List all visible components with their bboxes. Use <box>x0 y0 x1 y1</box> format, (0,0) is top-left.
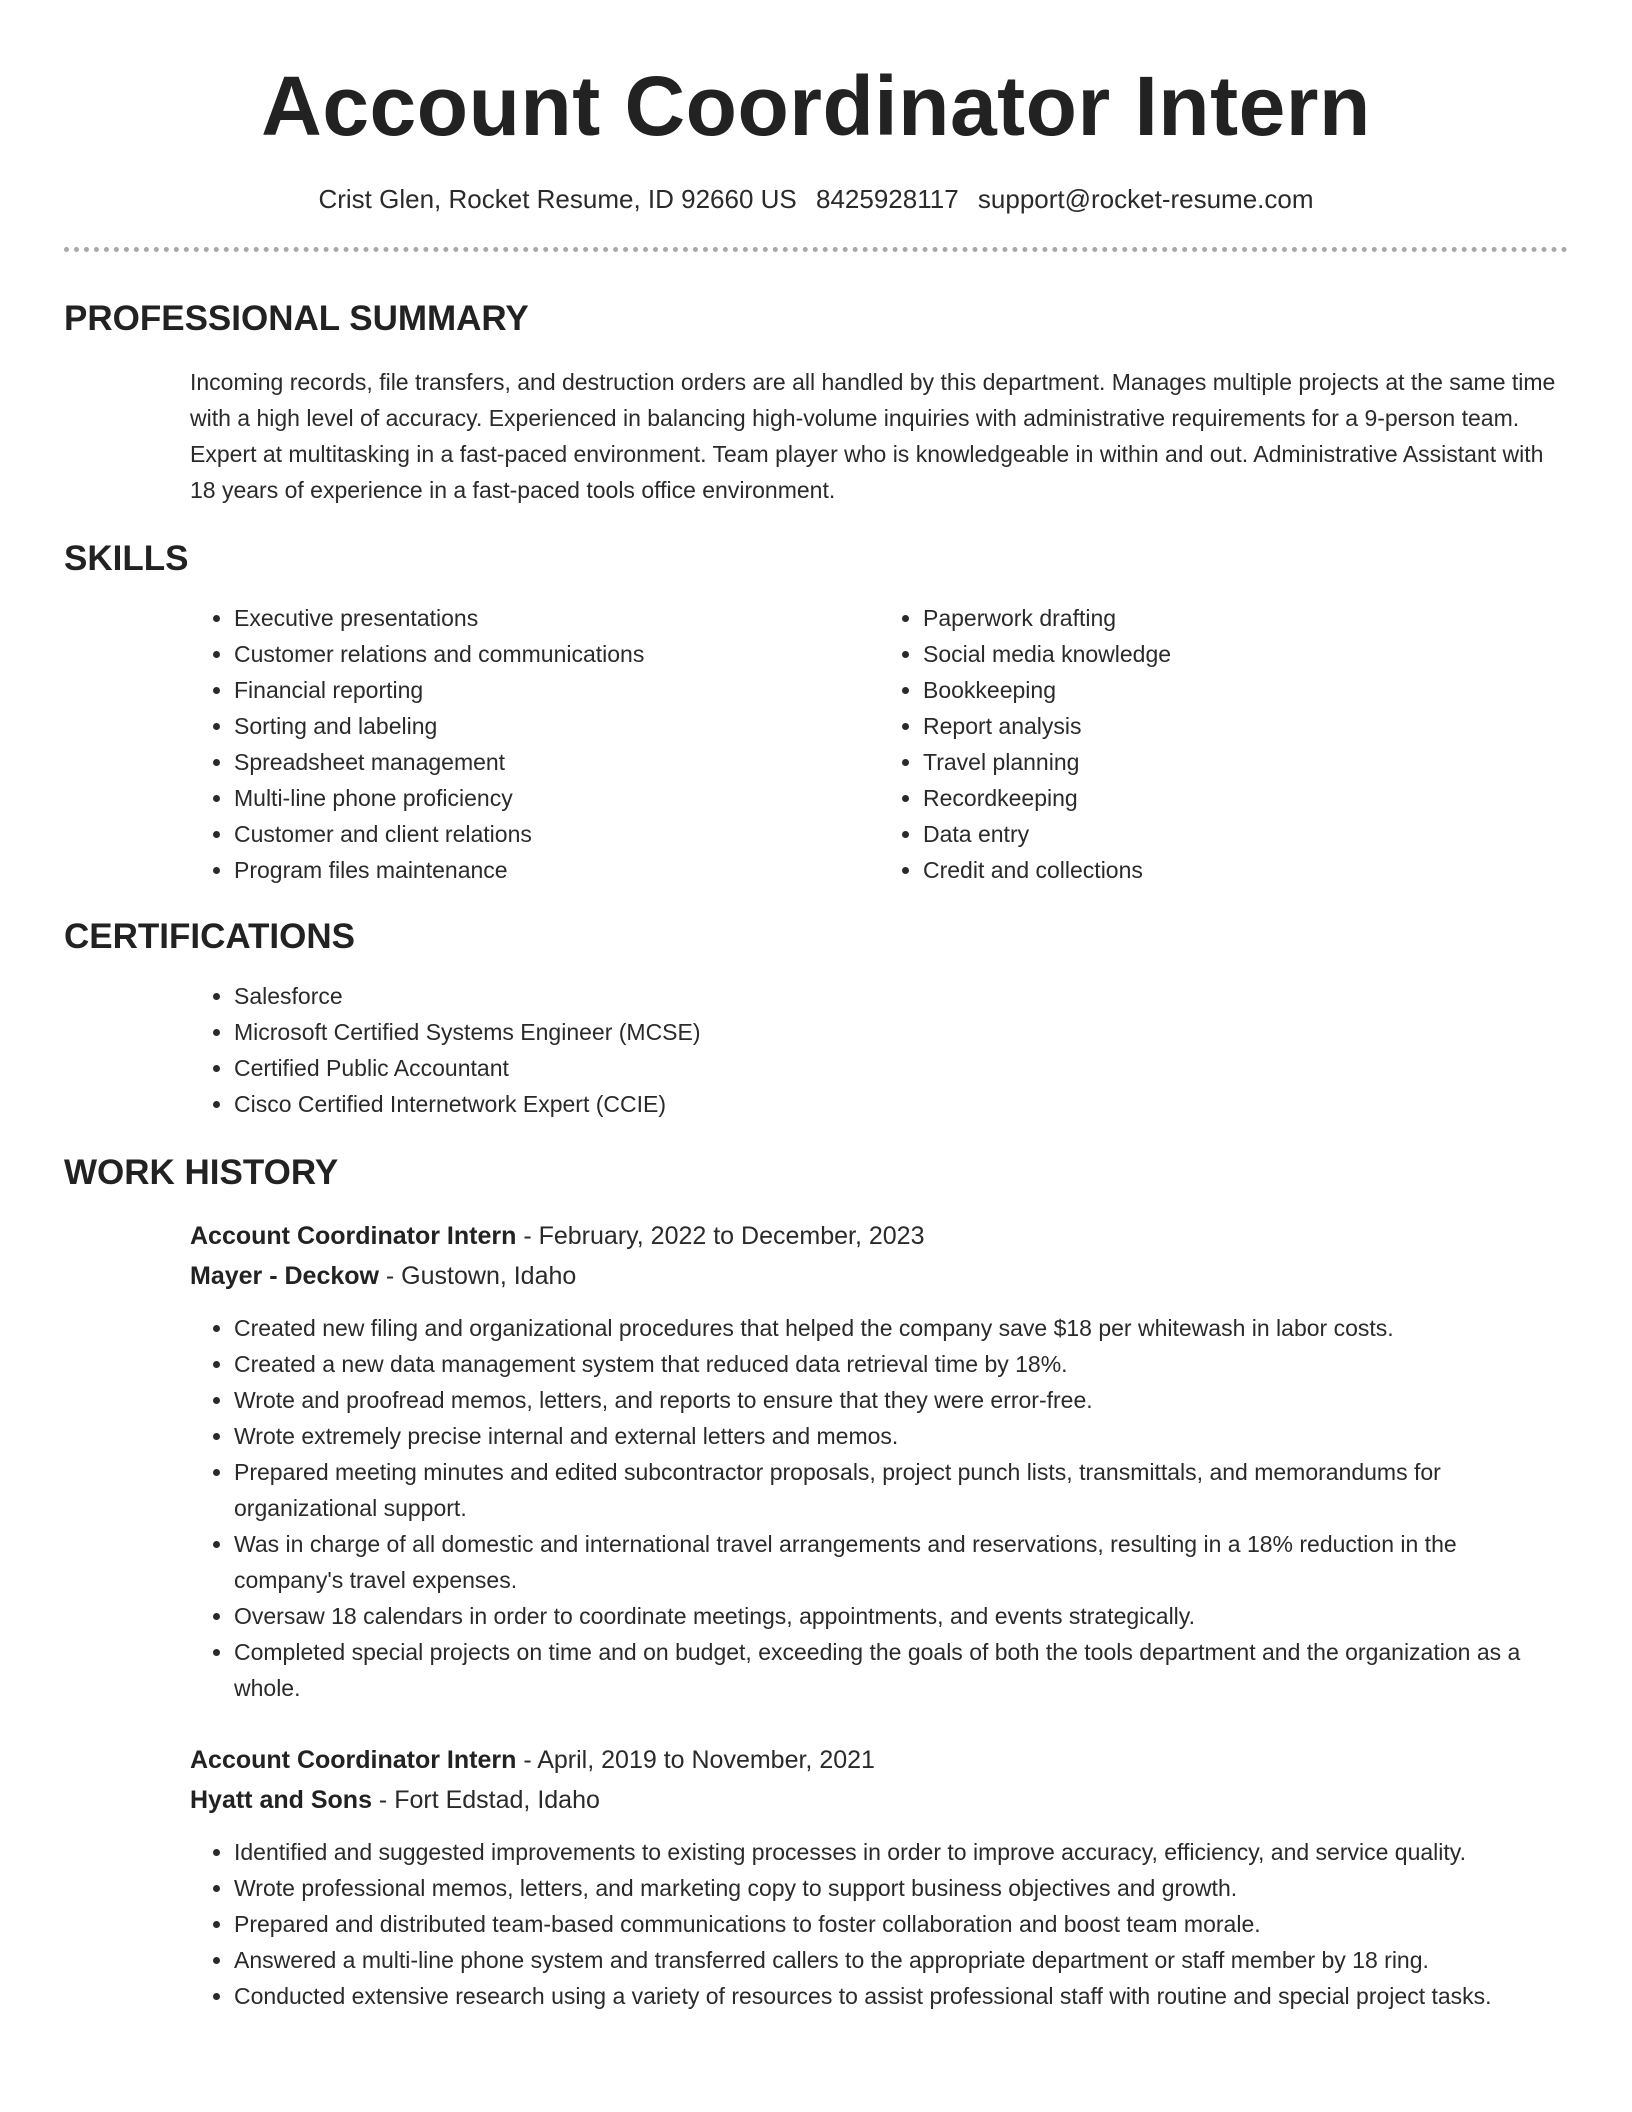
skill-item: • Customer relations and communications <box>234 636 879 672</box>
skill-item: • Spreadsheet management <box>234 744 879 780</box>
skills-columns <box>190 600 1568 888</box>
skill-item: • Program files maintenance <box>234 852 879 888</box>
certification-item: • Salesforce <box>234 978 1568 1014</box>
job-role: Account Coordinator Intern <box>190 1222 517 1250</box>
work-history-heading: WORK HISTORY <box>64 1153 339 1192</box>
job-bullet: • Wrote professional memos, letters, and marketing copy to support business objectives and growth. <box>234 1870 1568 1906</box>
job-bullet: • Answered a multi-line phone system and transferred callers to the appropriate department or staff member by 18 ring. <box>234 1942 1568 1978</box>
job-company-line <box>190 1780 1568 1820</box>
skill-item: • Credit and collections <box>923 852 1568 888</box>
skill-item: • Paperwork drafting <box>923 600 1568 636</box>
job-title-line <box>190 1216 1568 1256</box>
skills-section <box>64 538 1568 888</box>
job-bullet: • Prepared and distributed team-based communications to foster collaboration and boost team morale. <box>234 1906 1568 1942</box>
skill-item: • Social media knowledge <box>923 636 1568 672</box>
job-bullet-list <box>190 1310 1568 1706</box>
certifications-section <box>64 916 1568 1122</box>
job-bullet: • Wrote and proofread memos, letters, and reports to ensure that they were error-free. <box>234 1382 1568 1418</box>
skills-heading: SKILLS <box>64 539 189 578</box>
job-bullet: • Identified and suggested improvements to existing processes in order to improve accuracy, efficiency, and service quality. <box>234 1834 1568 1870</box>
skill-item: • Travel planning <box>923 744 1568 780</box>
job-dates: - April, 2019 to November, 2021 <box>516 1746 875 1774</box>
certification-item: • Certified Public Accountant <box>234 1050 1568 1086</box>
job-bullet: • Created new filing and organizational procedures that helped the company save $18 per whitewash in labor costs. <box>234 1310 1568 1346</box>
summary-heading: PROFESSIONAL SUMMARY <box>64 299 529 338</box>
skill-item: • Data entry <box>923 816 1568 852</box>
job-entry <box>190 1740 1568 2014</box>
certifications-list <box>190 978 1568 1122</box>
contact-email: support@rocket-resume.com <box>977 184 1314 214</box>
certification-item: • Microsoft Certified Systems Engineer (MCSE) <box>234 1014 1568 1050</box>
skills-list-left <box>190 600 879 888</box>
contact-address: Crist Glen, Rocket Resume, ID 92660 US <box>318 184 797 214</box>
skill-item: • Report analysis <box>923 708 1568 744</box>
skill-item: • Sorting and labeling <box>234 708 879 744</box>
job-dates: - February, 2022 to December, 2023 <box>516 1222 925 1250</box>
job-bullet-list <box>190 1834 1568 2014</box>
resume-title: Account Coordinator Intern <box>261 59 1371 153</box>
job-bullet: • Prepared meeting minutes and edited subcontractor proposals, project punch lists, transmittals, and memorandums for organizational support. <box>234 1454 1568 1526</box>
certifications-heading: CERTIFICATIONS <box>64 917 356 956</box>
job-title-line <box>190 1740 1568 1780</box>
job-bullet: • Created a new data management system that reduced data retrieval time by 18%. <box>234 1346 1568 1382</box>
job-bullet: • Wrote extremely precise internal and external letters and memos. <box>234 1418 1568 1454</box>
job-role: Account Coordinator Intern <box>190 1746 517 1774</box>
skill-item: • Financial reporting <box>234 672 879 708</box>
contact-phone: 8425928117 <box>816 184 959 214</box>
job-bullet: • Was in charge of all domestic and international travel arrangements and reservations, resulting in a 18% reduction in the company's travel expenses. <box>234 1526 1568 1598</box>
job-location: - Gustown, Idaho <box>378 1262 577 1290</box>
skill-item: • Multi-line phone proficiency <box>234 780 879 816</box>
job-company: Mayer - Deckow <box>190 1262 379 1290</box>
job-bullet: • Conducted extensive research using a variety of resources to assist professional staff with routine and special project tasks. <box>234 1978 1568 2014</box>
skill-item: • Bookkeeping <box>923 672 1568 708</box>
job-location: - Fort Edstad, Idaho <box>371 1786 600 1814</box>
skills-list-right <box>879 600 1568 888</box>
summary-section <box>64 298 1568 508</box>
summary-text: Incoming records, file transfers, and destruction orders are all handled by this department. Manages multiple projects at the same time with a high level of accuracy. Experienced in balancing high-volume inquiries with administrative requirements for a 9-person team. Expert at multitasking in a fast-paced environment. Team player who is knowledgeable in within and out. Administrative Assistant with 18 years of experience in a fast-paced tools office environment. <box>190 369 1556 503</box>
header-divider <box>64 247 1568 252</box>
contact-line <box>64 182 1568 216</box>
job-company-line <box>190 1256 1568 1296</box>
job-entry <box>190 1216 1568 1706</box>
work-history-section <box>64 1152 1568 2014</box>
certification-item: • Cisco Certified Internetwork Expert (CCIE) <box>234 1086 1568 1122</box>
job-company: Hyatt and Sons <box>190 1786 372 1814</box>
skill-item: • Customer and client relations <box>234 816 879 852</box>
skill-item: • Recordkeeping <box>923 780 1568 816</box>
job-bullet: • Oversaw 18 calendars in order to coordinate meetings, appointments, and events strategically. <box>234 1598 1568 1634</box>
skill-item: • Executive presentations <box>234 600 879 636</box>
job-bullet: • Completed special projects on time and on budget, exceeding the goals of both the tools department and the organization as a whole. <box>234 1634 1568 1706</box>
